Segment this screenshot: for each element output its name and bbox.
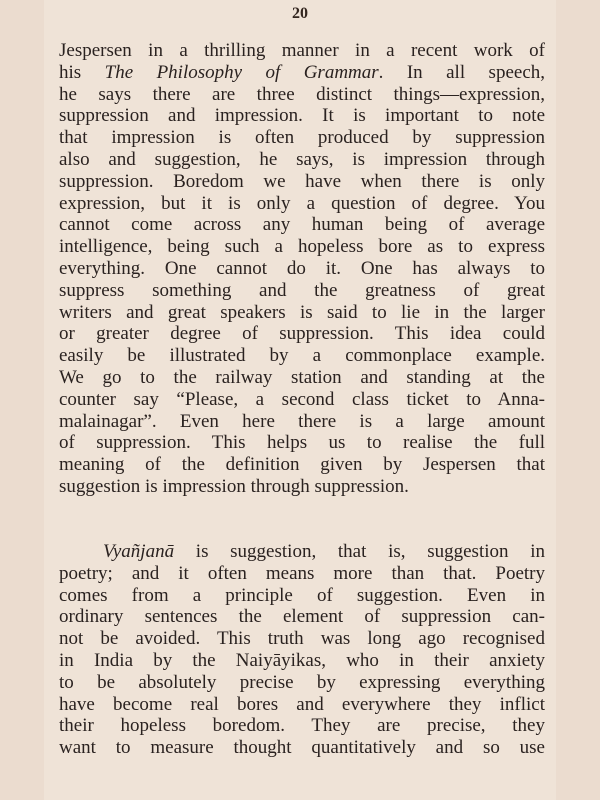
- text-line: [59, 541, 545, 563]
- text-fragment: . In all speech,: [378, 61, 545, 83]
- text-line: malainagar”. Even here there is a large amount: [59, 410, 545, 432]
- text-line: in India by the Naiyāyikas, who in their anxiety: [59, 649, 545, 671]
- text-line: everything. One cannot do it. One has always to: [59, 257, 545, 279]
- text-line: he says there are three distinct things—expression,: [59, 83, 545, 105]
- text-line: comes from a principle of suggestion. Even in: [59, 584, 545, 606]
- text-line: expression, but it is only a question of degree. You: [59, 192, 545, 214]
- text-line: that impression is often produced by suppression: [59, 127, 545, 149]
- sanskrit-term: Vyañjanā: [103, 541, 175, 562]
- text-line: poetry; and it often means more than that. Poetry: [59, 562, 545, 584]
- text-line: have become real bores and everywhere they inflict: [59, 693, 545, 715]
- text-line: suppression. Boredom we have when there is only: [59, 170, 545, 192]
- text-line: [59, 62, 545, 84]
- text-line: suppress something and the greatness of great: [59, 279, 545, 301]
- page-number: 20: [292, 5, 308, 22]
- text-line: want to measure thought quantitatively and so use: [59, 737, 545, 759]
- text-line: ordinary sentences the element of suppression can-: [59, 606, 545, 628]
- text-line: We go to the railway station and standing at the: [59, 366, 545, 388]
- text-line: to be absolutely precise by expressing everything: [59, 671, 545, 693]
- text-line: suppression and impression. It is important to note: [59, 105, 545, 127]
- text-line: their hopeless boredom. They are precise, they: [59, 715, 545, 737]
- text-line: or greater degree of suppression. This idea could: [59, 323, 545, 345]
- text-line: not be avoided. This truth was long ago recognised: [59, 628, 545, 650]
- text-line: easily be illustrated by a commonplace example.: [59, 345, 545, 367]
- text-line: suggestion is impression through suppression.: [59, 475, 409, 497]
- text-line: meaning of the definition given by Jespersen that: [59, 454, 545, 476]
- text-line: intelligence, being such a hopeless bore as to express: [59, 236, 545, 258]
- text-line: of suppression. This helps us to realise the full: [59, 432, 545, 454]
- text-line: Jespersen in a thrilling manner in a recent work of: [59, 40, 545, 61]
- paragraph-1: [59, 40, 545, 498]
- text-line: counter say “Please, a second class ticket to Anna-: [59, 388, 545, 410]
- book-page: [44, 0, 556, 800]
- text-fragment: his: [59, 61, 105, 83]
- paragraph-2: [59, 541, 545, 759]
- book-title: The Philosophy of Grammar: [104, 61, 379, 83]
- text-line: writers and great speakers is said to lie in the larger: [59, 301, 545, 323]
- text-line: cannot come across any human being of average: [59, 214, 545, 236]
- text-line: also and suggestion, he says, is impression through: [59, 148, 545, 170]
- text-fragment: is suggestion, that is, suggestion in: [174, 541, 545, 562]
